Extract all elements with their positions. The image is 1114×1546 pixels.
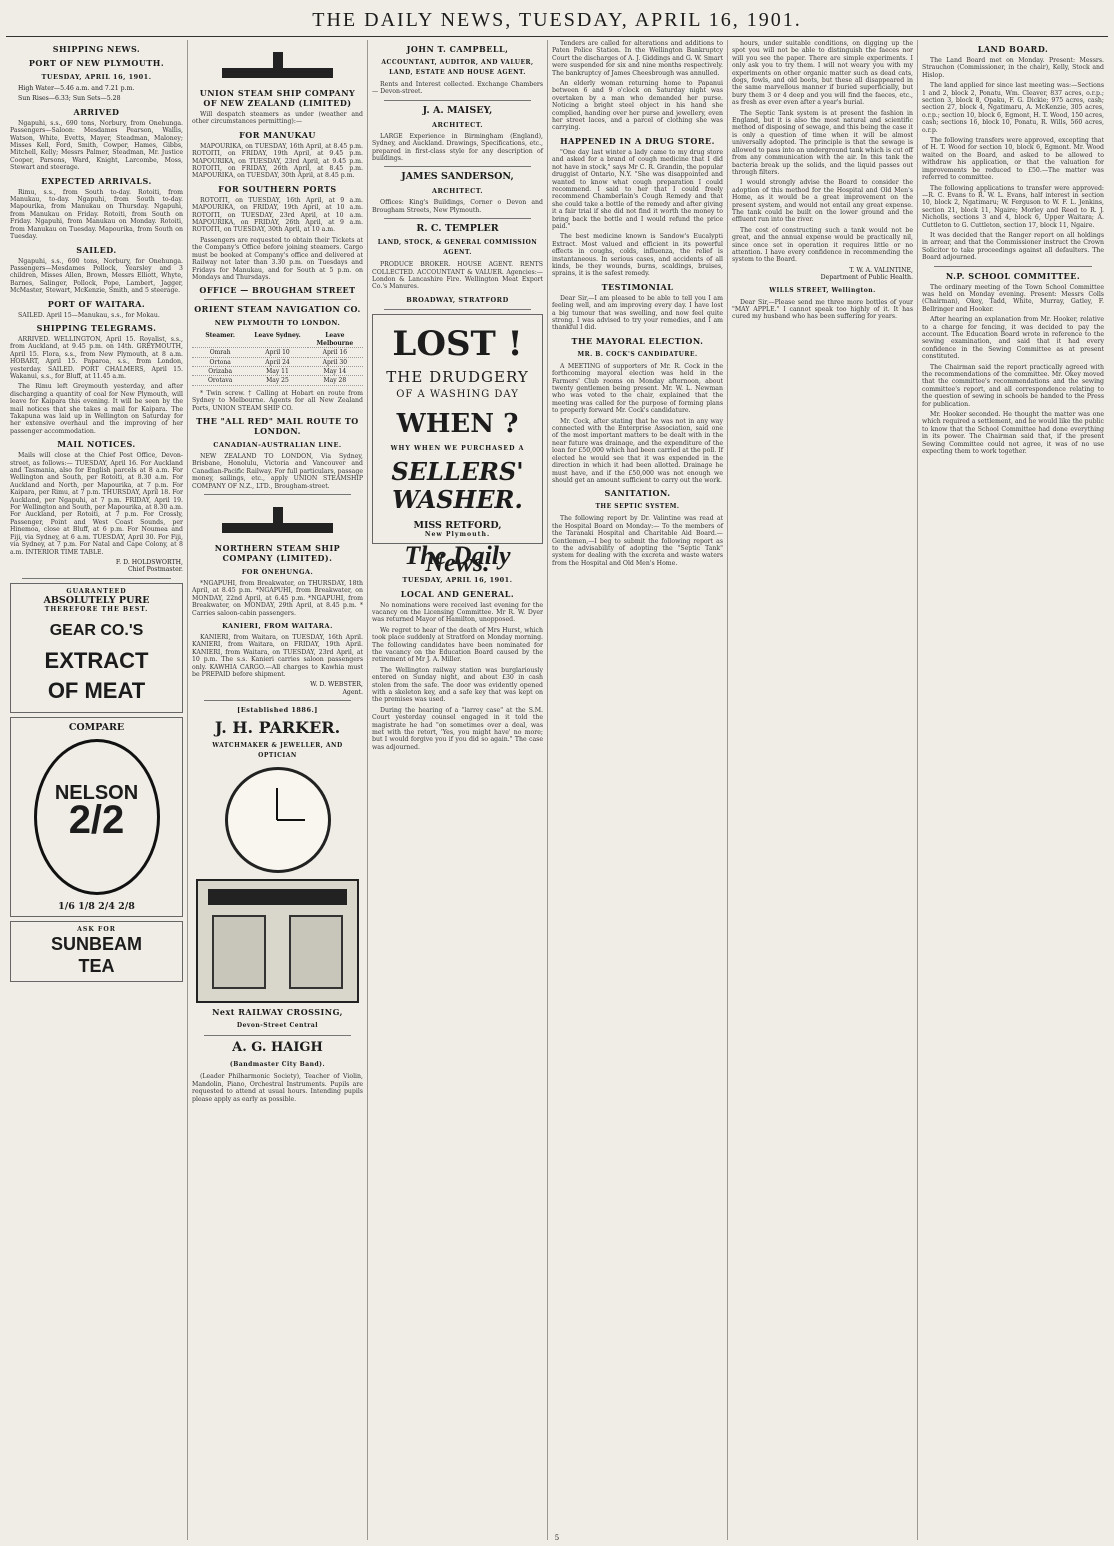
local-general-heading: LOCAL AND GENERAL. — [400, 588, 515, 599]
table-header-cell: Leave Sydney. — [249, 332, 305, 348]
sailed-body: Ngapuhi, s.s., 690 tons, Norbury, for Onehunga. Passengers—Mesdames Pollock, Yearsley and 3 children, Misses Allen, Brown, Messrs Elliott, Whyte, Barnes, Salinger, Pollock, Pope, Lambert, Jagger, McMaster, Stewart, McKenzie, Smith, and 5 steerage. — [10, 257, 183, 295]
divider — [204, 494, 351, 495]
table-cell: April 10 — [249, 349, 305, 357]
testimonial-heading: TESTIMONIAL — [601, 281, 674, 292]
column-2 — [188, 40, 368, 1540]
best-text: THEREFORE THE BEST. — [44, 606, 149, 614]
campbell-subheading: ACCOUNTANT, AUDITOR, AND VALUER, LAND, ESTATE AND HOUSE AGENT. — [381, 59, 534, 76]
passenger-notice: Passengers are requested to obtain their Tickets at the Company's Office before joining steamers. Cargo must be booked at Company's office and delivered at Railway not later than 3.30 p.m. on Tuesdays and Fridays for Manukau, and for South at 5 p.m. on Mondays and Thursdays. — [192, 236, 363, 281]
arrived-body: Ngapuhi, s.s., 690 tons, Norbury, from Onehunga. Passengers—Saloon: Mesdames Pearson, Wallis, Watson, White, Evetts, Mayer, Steadman, Maloney; Misses Kell, Ford, Smith, Cowper, Hames, Gibbs, Mitchell, Kelly; Messrs Palmer, Steadman, Mr. Justice Cooper, Parsons, Ward, Knight, Larcombe, Moss, Stewart and steerage. — [10, 119, 183, 172]
waitara-heading: PORT OF WAITARA. — [47, 298, 146, 309]
sunbeam-tea-ad — [10, 921, 183, 982]
arrived-heading: ARRIVED — [73, 106, 120, 117]
templer-subheading: LAND, STOCK, & GENERAL COMMISSION AGENT. — [377, 239, 538, 257]
valintine-role: Department of Public Health. — [820, 274, 913, 282]
table-cell: May 11 — [249, 368, 305, 376]
page-number: 5 — [554, 1534, 560, 1542]
table-header-cell: Steamer. — [192, 332, 248, 348]
sellers-washer-text: SELLERS' WASHER. — [391, 457, 524, 515]
when-text: WHEN ? — [396, 408, 519, 439]
webster-role: Agent. — [342, 688, 363, 696]
of-meat-text: OF MEAT — [47, 677, 146, 703]
campbell-body: Rents and Interest collected. Exchange Chambers — Devon-street. — [372, 81, 543, 96]
manukau-heading: FOR MANUKAU — [239, 129, 316, 140]
mayoral-heading: THE MAYORAL ELECTION. — [571, 335, 704, 346]
sailed-heading: SAILED. — [76, 244, 117, 255]
telegrams-body: ARRIVED. WELLINGTON, April 15. Royalist, s.s., from Auckland, at 9.45 p.m. on 14th. GREYMOUTH, April 15. Flora, s.s., from New Plymouth, at 8 a.m. HOBART, April 15. Paparoa, s.s., from London, yesterday. SAILED. PORT CHALMERS, April 15. Wakanui, s.s., for Bluff, at 11.45 a.m. — [10, 335, 183, 380]
col5-body-3: I would strongly advise the Board to consider the adoption of this method for the Hospital and Old Men's Home, as it would be a great improvement on the present system, and would not entail any great expense. The tank could be built on the lower ground and the effluent run into the river. — [732, 179, 913, 224]
nelson-badge — [34, 739, 160, 895]
divider — [204, 1035, 351, 1036]
divider — [384, 100, 531, 101]
onehunga-heading: FOR ONEHUNGA. — [241, 568, 314, 576]
drug-body: "One day last winter a lady came to my drug store and asked for a brand of cough medicine that I did not have in stock," says Mr C. R. Grandin, the popular druggist of Ontario, N.Y. "She was disappointed and wanted to know what cough preparation I could recommend. I said to her that I could freely recommend Chamberlain's Cough Remedy and that she could take a bottle of the remedy and after giving it a fair trial if she did not find it worth the money to bring back the bottle and I would refund the price paid." — [552, 148, 723, 230]
compare-text: COMPARE — [68, 721, 125, 733]
school-body-2: After hearing an explanation from Mr. Hooker, relative to a charge for fencing, it was decided to pay the account. The Education Board wrote in reference to the sewing examination, and said that it had every confidence in the Sewing Committee as at present constituted. — [922, 316, 1104, 361]
issue-date: TUESDAY, APRIL 16, 1901. — [402, 575, 513, 584]
nelson-tea-ad — [10, 717, 183, 917]
land-board-heading: LAND BOARD. — [977, 44, 1049, 54]
holdsworth-role: Chief Postmaster. — [127, 566, 183, 574]
sanitation-body: The following report by Dr. Valintine was read at the Hospital Board on Monday:— To the members of the Taranaki Hospital and Charitable Aid Board.— Gentlemen,—I beg to submit the following report as to the advisability of adopting the "Septic Tank" system for dealing with the excreta and waste waters from the Hospital and Old Men's Home. — [552, 515, 723, 567]
southern-heading: FOR SOUTHERN PORTS — [218, 183, 337, 194]
absolutely-pure-text: ABSOLUTELY PURE — [43, 595, 150, 607]
other-prices-text: 1/6 1/8 2/4 2/8 — [58, 900, 135, 912]
valintine-name: T. W. A. VALINTINE, — [849, 266, 913, 274]
all-red-heading: THE "ALL RED" MAIL ROUTE TO LONDON. — [196, 415, 359, 436]
ask-for-text: ASK FOR — [77, 925, 116, 933]
mail-heading: MAIL NOTICES. — [57, 439, 136, 450]
masthead-rule — [6, 36, 1108, 37]
maisey-subheading: ARCHITECT. — [431, 120, 484, 129]
holdsworth-name: F. D. HOLDSWORTH, — [115, 558, 183, 566]
campbell-heading: JOHN T. CAMPBELL, — [406, 44, 509, 54]
washing-day-text: OF A WASHING DAY — [396, 388, 519, 400]
table-cell: May 28 — [307, 377, 363, 385]
manukau-body: MAPOURIKA, on TUESDAY, 16th April, at 8.45 p.m. ROTOITI, on FRIDAY, 19th April, at 9.45 p.m. MAPOURIKA, on TUESDAY, 23rd April, at 9.45 p.m. ROTOITI, on FRIDAY, 26th April, at 8.45 p.m. MAPOURIKA, on TUESDAY, 30th April, at 8.45 p.m. — [192, 142, 363, 180]
table-cell: Ortona — [192, 359, 248, 367]
letter-heading: WILLS STREET, Wellington. — [769, 286, 876, 294]
sunbeam-text: SUNBEAM — [50, 933, 142, 954]
table-header-cell: Leave Melbourne — [307, 332, 363, 348]
divider — [384, 218, 531, 219]
shipping-news-heading: SHIPPING NEWS. — [52, 44, 141, 54]
retford-name: MISS RETFORD, — [413, 520, 502, 532]
office-heading: OFFICE — BROUGHAM STREET — [199, 285, 356, 296]
local-body-3: The Wellington railway station was burglariously entered on Sunday night, and about £30 in cash stolen from the safe. The door was evidently opened with a skeleton key, and a safe key that was kept on the premises was used. — [372, 666, 543, 704]
maisey-body: LARGE Experience in Birmingham (England), Sydney, and Auckland. Drawings, Specifications, etc., prepared in first-class style for any description of buildings. — [372, 132, 543, 163]
sanderson-subheading: ARCHITECT. — [431, 187, 484, 196]
canadian-heading: CANADIAN-AUSTRALIAN LINE. — [213, 440, 342, 449]
land-board-body-2: The land applied for since last meeting was:—Sections 1 and 2, block 2, Ponatu, Wm. Cleaver, 837 acres, o.r.p.; section 3, block 8, Opaku, F. G. Dickie; 975 acres, cash; section 27, block 4, Ngatimaru, A. McKenzie, 305 acres, o.r.p.; section 10, block 6, Egmont, H. T. Wood, 150 acres, cash; sections 16, block 10, Ponatu, R. Wills, 560 acres, o.r.p. — [922, 82, 1104, 134]
school-body-3: The Chairman said the report practically agreed with the recommendations of the committee. Mr. Okey moved that the committee's recommendations and the sewing committee's report, and all correspondence relating to the question of sewing in schools be handed to the Press for publication. — [922, 363, 1104, 408]
mayoral-body-2: Mr. Cock, after stating that he was not in any way connected with the Enterprise Association, said one of the most important matters to be dealt with in the near future was drainage, and the expenditure of the loan for £50,000 which had been carried at the poll. If elected he would see that it was expended in the direction in which it had been allotted. Drainage he must have, and if the £50,000 was not enough we should get an amount sufficient to carry out the work. — [552, 417, 723, 484]
school-committee-heading: N.P. SCHOOL COMMITTEE. — [945, 270, 1081, 281]
gear-meat-ad — [10, 583, 183, 713]
union-body: Will despatch steamers as under (weather and other circumstances permitting):— — [192, 111, 363, 126]
col4-body-1: Tenders are called for alterations and additions to Paten Police Station. In the Wellington Bankruptcy Court the discharges of A. J. Giddings and G. W. Smart were suspended for six and nine months respectively. The bankruptcy of James Cheesbrough was annulled. — [552, 40, 723, 77]
masthead: THE DAILY NEWS, TUESDAY, APRIL 16, 1901. — [312, 8, 802, 31]
divider — [204, 700, 351, 701]
septic-subheading: THE SEPTIC SYSTEM. — [595, 503, 680, 511]
land-board-body-5: It was decided that the Ranger report on all holdings in arrear, and that the Commissioner instruct the Crown Solicitor to take proceedings against all defaulters. The Board adjourned. — [922, 231, 1104, 262]
holdsworth-signature — [10, 559, 183, 574]
tea-text: TEA — [78, 955, 115, 976]
divider — [22, 578, 171, 579]
onehunga-body: *NGAPUHI, from Breakwater, on THURSDAY, 18th April, at 8.45 p.m. *NGAPUHI, from Breakwater, on MONDAY, 22nd April, at 6.45 p.m. *NGAPUHI, from Breakwater, on MONDAY, 29th April, at 8.45 p.m. * Carries saloon-cabin passengers. — [192, 580, 363, 617]
drug-store-heading: HAPPENED IN A DRUG STORE. — [560, 135, 715, 146]
mail-body: Mails will close at the Chief Post Office, Devon-street, as follows:— TUESDAY, April 16. For Auckland and Tasmania, also for English parcels at 8 a.m. For Wellington and South, per Rotoiti, at 8.30 a.m. For Auckland and North, per Mapourika, at 7 p.m. For Kaipara, per Rimu, at 7 p.m. THURSDAY, April 18. For Auckland, per Ngapuhi, at 7 p.m. FRIDAY, April 19. For Wellington and South, per Mapourika, at 8.30 a.m. For Auckland, per Rotoiti, at 7 p.m. For Crossly, Passenger, Point and West Coast Sounds, per Hinemoa, close at Bluff, at 6 p.m. For Noumea and Fiji, via Sydney, at 6 a.m. TUESDAY, April 30. For Fiji, via Sydney, at 7 p.m. For Natal and Cape Colony, at 8 a.m. INTERIOR TIME TABLE. — [10, 452, 183, 556]
land-board-body-1: The Land Board met on Monday. Present: Messrs. Strauchon (Commissioner, in the chair), Kelly, Stock and Hislop. — [922, 57, 1104, 79]
table-cell: April 16 — [307, 349, 363, 357]
shipping-date: TUESDAY, APRIL 16, 1901. — [41, 73, 152, 81]
column-6 — [918, 40, 1108, 1540]
gear-co-text: GEAR CO.'S — [49, 621, 144, 639]
orient-body: * Twin screw. † Calling at Hobart en route from Sydney to Melbourne. Agents for all New Zealand Ports, UNION STEAM SHIP CO. — [192, 389, 363, 412]
lost-text: LOST ! — [392, 323, 523, 364]
divider — [934, 266, 1092, 267]
kaniere-body: KANIERI, from Waitara, on TUESDAY, 16th April. KANIERI, from Waitara, on FRIDAY, 19th April. KANIERI, from Waitara, on TUESDAY, 23rd April, at 10 p.m. The s.s. Kanieri carries saloon passengers only. KAWHIA CARGO.—All charges to Kawhia must be PREPAID before shipment. — [192, 634, 363, 679]
drug-body-2: The best medicine known is Sandow's Eucalypti Extract. Most valued and efficient in its powerful effects in coughs, colds, influenza, the relief is instantaneous. In serious cases, and accidents of all kinds, be they wounds, burns, scaldings, bruises, sprains, it is the safest remedy. — [552, 233, 723, 278]
webster-signature — [192, 681, 363, 696]
clock-icon — [225, 767, 331, 873]
haigh-subheading: (Bandmaster City Band). — [229, 1061, 326, 1069]
table-cell: April 24 — [249, 359, 305, 367]
waitara-body: SAILED. April 15—Manukau, s.s., for Mokau. — [18, 311, 160, 319]
templer-body: PRODUCE BROKER. HOUSE AGENT. RENTS COLLECTED. ACCOUNTANT & VALUER. Agencies:— London & Lancashire Fire. Wellington Meat Export Co.'s Manures. — [372, 261, 543, 291]
divider — [384, 166, 531, 167]
retford-location: New Plymouth. — [424, 531, 491, 539]
table-cell: Orotava — [192, 377, 248, 385]
webster-name: W. D. WEBSTER, — [310, 681, 363, 689]
column-3 — [368, 40, 548, 1540]
southern-body: ROTOITI, on TUESDAY, 16th April, at 9 a.m. MAPOURIKA, on FRIDAY, 19th April, at 10 a.m. ROTOITI, on TUESDAY, 23rd April, at 10 a.m. MAPOURIKA, on FRIDAY, 26th April, at 9 a.m. ROTOITI, on TUESDAY, 30th April, at 10 a.m. — [192, 196, 363, 234]
testimonial-body: Dear Sir,—I am pleased to be able to tell you I am feeling well, and am improving every day. I have lost a big tumour that was swelling, and now feel quite strong. I was advised to try your remedies, and I am thankful I did. — [552, 294, 723, 332]
drudgery-text: THE DRUDGERY — [386, 367, 529, 386]
table-cell: April 30 — [307, 359, 363, 367]
land-board-body-3: The following transfers were approved, excepting that of H. T. Wood for section 10, block 6, Egmont. Mr. Wood waited on the Board, and asked to be allowed to withdraw his application, or that the valuation for improvements be reduced to £50.—The matter was referred to committee. — [922, 137, 1104, 182]
letter-body: Dear Sir,—Please send me three more bottles of your "MAY APPLE." I cannot speak too highly of it. It has cured my husband who has been suffering for years. — [732, 298, 913, 321]
ship-icon — [212, 44, 343, 84]
valintine-signature — [732, 267, 913, 282]
kaniere-heading: KANIERI, FROM WAITARA. — [222, 622, 333, 631]
shopfront-illustration — [196, 879, 359, 1003]
orient-sailings-table — [192, 332, 363, 385]
purchased-text: WHY WHEN WE PURCHASED A — [390, 444, 525, 452]
column-4 — [548, 40, 728, 1540]
ship-icon-2 — [212, 499, 343, 539]
templer-heading: R. C. TEMPLER — [416, 223, 499, 235]
column-5 — [728, 40, 918, 1540]
orient-heading: ORIENT STEAM NAVIGATION CO. — [194, 304, 361, 315]
local-body-2: We regret to hear of the death of Mrs Hurst, which took place suddenly at Stratford on Monday morning. The following candidates have been nominated for the vacancy on the Education Board caused by the retirement of Mr J. A. Miller. — [372, 626, 543, 664]
railway-crossing-text: Next RAILWAY CROSSING, — [212, 1007, 343, 1018]
canadian-body: NEW ZEALAND TO LONDON, Via Sydney, Brisbane, Honolulu, Victoria and Vancouver and Canadian-Pacific Railway. For full particulars, passage money, sailings, etc., apply UNION STEAMSHIP COMPANY OF N.Z., LTD., Brougham-street. — [192, 452, 363, 490]
local-body-1: No nominations were received last evening for the vacancy on the Licensing Committee. Mr R. W. Dyer was returned Mayor of Hamilton, unopposed. — [372, 601, 543, 624]
orient-subheading: NEW PLYMOUTH TO LONDON. — [214, 319, 341, 328]
guaranteed-text: GUARANTEED — [66, 587, 127, 595]
haigh-heading: A. G. HAIGH — [232, 1040, 323, 1056]
table-cell: May 14 — [307, 368, 363, 376]
haigh-body: (Leader Philharmonic Society), Teacher of Violin, Mandolin, Piano, Orchestral Instruments. Pupils are requested to attend at usual hours. Intending pupils please apply as early as possible. — [192, 1073, 363, 1103]
sellers-washer-ad — [372, 314, 543, 544]
col5-body-4: The cost of constructing such a tank would not be great, and the annual expense would be practically nil, since once set in operation it requires little or no attention. I have every confidence in recommending the system to the Board. — [732, 226, 913, 264]
devon-street-text: Devon-Street Central — [236, 1022, 319, 1030]
northern-heading: NORTHERN STEAM SHIP COMPANY (LIMITED). — [214, 543, 341, 563]
union-heading: UNION STEAM SHIP COMPANY OF NEW ZEALAND (LIMITED) — [199, 88, 356, 108]
sanitation-heading: SANITATION. — [604, 488, 671, 499]
established-text: [Established 1886.] — [237, 706, 318, 715]
telegrams-heading: SHIPPING TELEGRAMS. — [36, 322, 157, 333]
sanderson-heading: JAMES SANDERSON, — [401, 171, 514, 183]
mayoral-subheading: MR. B. COCK'S CANDIDATURE. — [577, 350, 698, 358]
divider — [204, 299, 351, 300]
col4-body-2: An elderly woman returning home to Papanui between 6 and 9 o'clock on Saturday night was overtaken by a man who demanded her purse. Noticing a bright steel object in his hand she complied, handing over her purse and jewellery, even her street laces, and a parcel of clothing she was carrying. — [552, 80, 723, 132]
parker-subheading: WATCHMAKER & JEWELLER, AND OPTICIAN — [212, 742, 343, 760]
price-text: 2/2 — [68, 798, 125, 843]
sun-text: Sun Rises—6.33; Sun Sets—5.28 — [18, 95, 121, 103]
daily-news-logo: The Daily News. — [404, 540, 511, 578]
broadway-text: BROADWAY, STRATFORD — [406, 295, 509, 304]
table-cell: May 25 — [249, 377, 305, 385]
column-1 — [6, 40, 188, 1540]
school-body-4: Mr. Hooker seconded. He thought the matter was one which required a settlement, and he would like the public to know that the School Committee had done everything in its power. The Chairman said that, if the present Sewing Committee could not agree, it was of no use expecting them to work together. — [922, 411, 1104, 456]
telegrams-body-2: The Rimu left Greymouth yesterday, and after discharging a quantity of coal for New Plymouth, will leave for Kaipara this evening. It will be seen by the mail notices that she takes a mail for Kaipara. The Takapuna was laid up in Wellington on Saturday for her extensive overhaul and the improving of her passenger accommodation. — [10, 383, 183, 435]
maisey-heading: J. A. MAISEY, — [422, 104, 493, 116]
school-body-1: The ordinary meeting of the Town School Committee was held on Monday evening. Present: Messrs Colls (Chairman), Okey, Tadd, White, Murray, Gatley, F. Bellringer and Hooker. — [922, 283, 1104, 313]
col5-body-2: The Septic Tank system is at present the fashion in England, but it is also the most natural and scientific method of disposing of sewage, and this being the case it is only a question of time when it will be almost universally adopted. The principle is that the sewage is allowed to pass into an underground tank which is cut off from any communication with the air. In this tank the bacteria break up the solids, and the liquid passes out through filters. — [732, 109, 913, 176]
expected-body: Rimu, s.s., from South to-day. Rotoiti, from Manukau, to-day. Ngapuhi, from South to-day. Mapourika, from Manukau on Thursday. Ngapuhi, from Manukau on Friday. Rotoiti, from South on Friday. Ngapuhi, from Manukau on Monday. Rotoiti, from Manukau on Tuesday. Mapourika, from South on Tuesday. — [10, 188, 183, 241]
port-heading: PORT OF NEW PLYMOUTH. — [28, 58, 165, 68]
divider — [384, 309, 531, 310]
sanderson-body: Offices: King's Buildings, Corner o Devon and Brougham Streets, New Plymouth. — [372, 199, 543, 214]
land-board-body-4: The following applications to transfer were approved:—R. C. Evans to R. W. L. Evans, half interest in section 10, block 2, Ngatimaru; W. Ferguson to W. F. L. Jenkins, section 21, block 11, Ngaire; Morley and Reed to R. J. Nicholls, sections 3 and 4, block 6, Upper Waitara; A. Cuttleton to G. Cuttleton, section 17, block 11, Ngaire. — [922, 184, 1104, 229]
extract-text: EXTRACT — [44, 647, 149, 673]
local-body-4: During the hearing of a "larrey case" at the S.M. Court yesterday counsel engaged in it told the magistrate he had "on sometimes over a deal, was met with the retort, 'Yes, you might have' no more; but I would forgive you if you did so again." The case was adjourned. — [372, 706, 543, 751]
table-cell: Omrah — [192, 349, 248, 357]
expected-heading: EXPECTED ARRIVALS. — [41, 175, 152, 186]
nelson-text: NELSON — [54, 781, 139, 804]
parker-heading: J. H. PARKER. — [214, 718, 341, 738]
tides-text: High Water—5.46 a.m. and 7.21 p.m. — [18, 85, 135, 92]
mayoral-body: A MEETING of supporters of Mr. R. Cock in the forthcoming mayoral election was held in the Farmers' Club rooms on Monday afternoon, about twenty gentlemen being present. Mr. W. L. Newman who was voted to the chair, explained that the meeting was called for the purpose of forming plans to properly forward Mr. Cock's candidature. — [552, 362, 723, 415]
columns — [6, 40, 1108, 1540]
col5-body-1: hours, under suitable conditions, on digging up the spot you will not be able to distinguish the faeces nor will you see the paper. There are simple experiments. I only ask you to try them. I will not weary you with my experiments on other organic matter such as dead cats, dogs, fowls, and old boots, but these all disappeared in the same marvellous manner if buried superficially, but bury them 3 or 4 deep and you will find the faeces, etc., as fresh as ever even after a year's burial. — [732, 40, 913, 107]
table-cell: Orizaba — [192, 368, 248, 376]
